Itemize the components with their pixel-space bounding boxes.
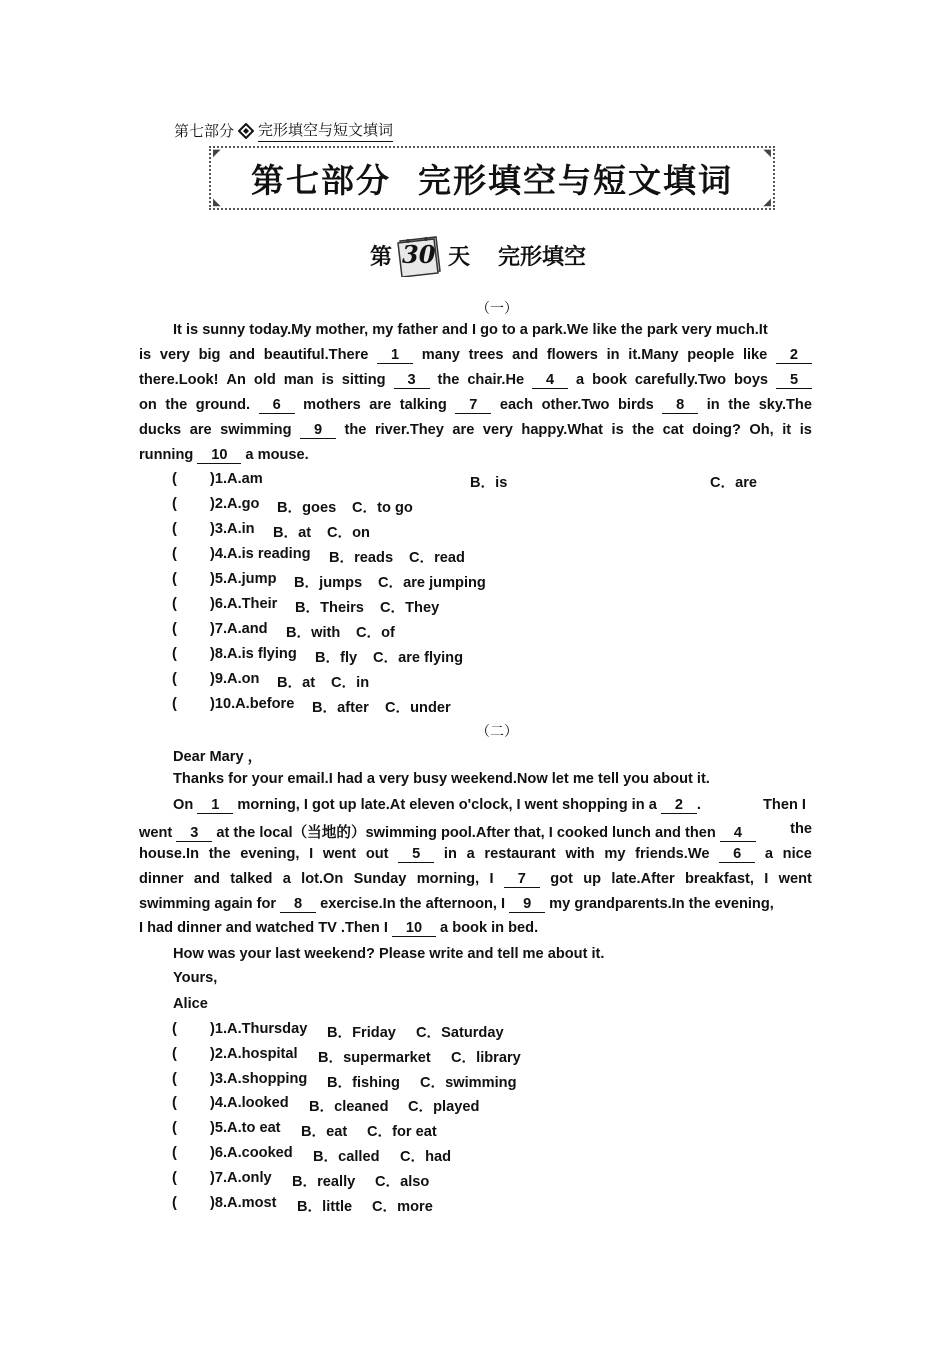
word: nice [782, 846, 812, 862]
word: it [782, 422, 792, 438]
word: talking [399, 397, 447, 413]
word [377, 347, 413, 364]
word: the [728, 397, 751, 413]
letter-greeting: Dear Mary ， [173, 749, 263, 765]
question-option: C．are [710, 475, 758, 491]
question-option-a: )6.A.cooked [210, 1145, 293, 1161]
word: swimming [220, 422, 292, 438]
blank: 7 [455, 398, 491, 414]
question-option-a: )3.A.shopping [210, 1070, 308, 1087]
question-option: B．jumps [294, 575, 363, 591]
question-option-a: )5.A.jump [210, 571, 277, 587]
word: are [369, 397, 392, 413]
blank: 8 [662, 398, 698, 414]
blank: 6 [719, 847, 755, 863]
word: late.After [611, 871, 675, 887]
question-option: B．fishing [327, 1074, 400, 1091]
question-option-a: )2.A.go [210, 496, 260, 512]
word: in [706, 397, 720, 413]
section-label: （一） [476, 301, 518, 317]
word: happy.What [521, 422, 604, 438]
blank: 1 [377, 348, 413, 364]
word: chair.He [467, 372, 525, 388]
word: a [282, 871, 291, 887]
word: breakfast, [684, 871, 754, 887]
banner-title: 第七部分 完形填空与短文填词 [251, 160, 733, 200]
word: in [606, 347, 620, 363]
question-option: C．are jumping [378, 575, 486, 591]
word: is [321, 372, 334, 388]
question-option: B．really [292, 1173, 356, 1190]
word: it.Many [628, 347, 679, 363]
word: I [764, 871, 769, 887]
passage-line [139, 347, 812, 364]
question-option: C．in [331, 675, 370, 691]
word [455, 397, 491, 414]
question-option-a: )4.A.is reading [210, 546, 311, 562]
word: carefully.Two [634, 372, 727, 388]
word: river.They [374, 422, 444, 438]
word [259, 397, 295, 414]
word: a [466, 846, 475, 862]
blank: 4 [720, 826, 756, 842]
word: birds [618, 397, 654, 413]
word: a [764, 846, 773, 862]
word: out [365, 846, 389, 862]
question-option: B．reads [329, 550, 394, 566]
question-option: C．are flying [373, 650, 464, 666]
word [504, 871, 540, 888]
word: is [799, 422, 812, 438]
word: talked [230, 871, 273, 887]
word: dinner [139, 871, 184, 887]
calendar-icon [396, 233, 444, 277]
word: people [687, 347, 735, 363]
word: other.Two [541, 397, 610, 413]
title-banner [209, 146, 775, 210]
word: went [322, 846, 357, 862]
question-option: C．also [375, 1173, 430, 1190]
answer-bracket[interactable]: ( [172, 571, 177, 587]
answer-bracket[interactable]: ( [172, 471, 177, 487]
question-option: B．with [286, 625, 341, 641]
word: Then I [763, 797, 806, 813]
question-option: C．read [409, 550, 465, 566]
question-option: C．more [372, 1198, 433, 1215]
letter-yours: Yours, [173, 970, 218, 986]
answer-bracket[interactable]: ( [172, 496, 177, 512]
question-option: B．at [273, 525, 312, 541]
word: in [443, 846, 457, 862]
answer-bracket[interactable]: ( [172, 546, 177, 562]
word: and [193, 871, 220, 887]
blank: 5 [776, 373, 812, 389]
answer-bracket[interactable]: ( [172, 521, 177, 537]
passage-line [139, 422, 812, 439]
blank: 10 [392, 921, 436, 937]
question-option-a: )4.A.looked [210, 1095, 289, 1112]
blank: 9 [509, 897, 545, 913]
blank: 3 [394, 373, 430, 389]
corner-ornament-icon: ◢ [763, 197, 771, 208]
word: ducks [139, 422, 182, 438]
word: trees [468, 347, 504, 363]
passage-line: It is sunny today.My mother, my father and I go to a park.We like the park very much.It [173, 322, 768, 338]
question-option: B．fly [315, 650, 358, 666]
question-option: B．at [277, 675, 316, 691]
day-heading [370, 230, 586, 280]
answer-bracket[interactable]: ( [172, 696, 177, 712]
question-option: C．under [385, 700, 451, 716]
word: like [742, 347, 768, 363]
blank: 2 [661, 798, 697, 814]
answer-bracket[interactable]: ( [172, 1120, 177, 1137]
word: are [452, 422, 475, 438]
question-option-a: )2.A.hospital [210, 1045, 298, 1062]
question-option: B．eat [301, 1124, 348, 1141]
blank: 3 [176, 826, 212, 842]
question-option: B．Friday [327, 1025, 396, 1041]
blank: 8 [280, 897, 316, 913]
answer-bracket[interactable]: ( [172, 1145, 177, 1161]
word: book [592, 372, 627, 388]
passage-line [173, 797, 806, 814]
question-option: C．for eat [367, 1124, 437, 1141]
blank: 5 [398, 847, 434, 863]
letter-signature: Alice [173, 996, 208, 1012]
word: up [583, 871, 602, 887]
word [776, 372, 812, 389]
question-option: B．Theirs [295, 600, 364, 616]
answer-bracket[interactable]: ( [172, 621, 177, 637]
word: flowers [546, 347, 598, 363]
answer-bracket[interactable]: ( [172, 671, 177, 687]
question-option-a: )9.A.on [210, 671, 260, 687]
word: cat [662, 422, 684, 438]
blank: 6 [259, 398, 295, 414]
word: went [778, 871, 812, 887]
section-label: （二） [476, 724, 518, 740]
question-option: B．goes [277, 500, 337, 516]
word: very [159, 347, 190, 363]
word: the [437, 372, 460, 388]
question-option-a: )7.A.and [210, 621, 268, 637]
answer-bracket[interactable]: ( [172, 1194, 177, 1211]
question-option: C．on [327, 525, 370, 541]
word: and [512, 347, 539, 363]
word: the [790, 821, 812, 837]
question-option: C．to go [352, 500, 413, 516]
word: on [139, 397, 157, 413]
word: very [482, 422, 513, 438]
day-number: 30 [402, 240, 436, 269]
diamond-icon [238, 123, 254, 139]
passage-line [139, 372, 812, 389]
word [776, 347, 812, 364]
word: lot.On [301, 871, 344, 887]
word: friends.We [635, 846, 710, 862]
question-option: B．called [313, 1149, 380, 1165]
answer-bracket[interactable]: ( [172, 1095, 177, 1112]
passage-line [139, 871, 812, 888]
letter-closing: How was your last weekend? Please write and tell me about it. [173, 946, 605, 962]
question-option: C．of [356, 625, 395, 641]
word: my [604, 846, 626, 862]
answer-bracket[interactable]: ( [172, 646, 177, 662]
word: the [208, 846, 231, 862]
corner-ornament-icon: ◥ [763, 148, 771, 159]
word [532, 372, 568, 389]
passage-line [139, 821, 812, 842]
header-part: 第七部分 [174, 122, 235, 140]
passage-line: swimming again for 8 exercise.In the afternoon, I 9 my grandparents.In the evening, [139, 896, 774, 912]
answer-bracket[interactable]: ( [172, 1169, 177, 1186]
word: each [499, 397, 534, 413]
word: sitting [341, 372, 386, 388]
blank: 10 [197, 448, 241, 464]
word: ground. [195, 397, 251, 413]
word: man [283, 372, 314, 388]
word: sky.The [758, 397, 812, 413]
question-option: B．little [297, 1198, 353, 1215]
question-option-a: )8.A.is flying [210, 646, 297, 662]
question-option: C．Saturday [416, 1025, 504, 1041]
word: beautiful.There [263, 347, 369, 363]
word: doing? [692, 422, 741, 438]
word: On 1 morning, I got up late.At eleven o'clock, I went shopping in a 2 . [173, 797, 701, 813]
day-prefix: 第 [370, 244, 393, 270]
day-suffix: 天 [448, 244, 471, 270]
answer-bracket[interactable]: ( [172, 1021, 177, 1037]
word: and [229, 347, 256, 363]
passage-line [139, 846, 812, 863]
word [662, 397, 698, 414]
word: a [576, 372, 585, 388]
word [719, 846, 755, 863]
passage-line: I had dinner and watched TV .Then I 10 a book in bed. [139, 920, 539, 936]
word: evening, [240, 846, 300, 862]
blank: 2 [776, 348, 812, 364]
question-option: B．is [470, 475, 508, 491]
word: I [489, 871, 494, 887]
word: morning, [416, 871, 480, 887]
word [398, 846, 434, 863]
word: An [226, 372, 246, 388]
question-option: C．library [451, 1049, 521, 1066]
word: the [165, 397, 188, 413]
question-option: B．cleaned [309, 1099, 389, 1116]
question-option-a: )5.A.to eat [210, 1120, 281, 1137]
word: are [189, 422, 212, 438]
question-option-a: )8.A.most [210, 1194, 277, 1211]
word: many [421, 347, 460, 363]
word: is [139, 347, 152, 363]
word [394, 372, 430, 389]
question-option-a: )1.A.Thursday [210, 1021, 308, 1037]
answer-bracket[interactable]: ( [172, 1070, 177, 1087]
word: is [611, 422, 624, 438]
question-option: C．swimming [420, 1074, 517, 1091]
passage-line [139, 397, 812, 414]
question-option-a: )10.A.before [210, 696, 295, 712]
question-option: B．supermarket [318, 1049, 431, 1066]
word: went 3 at the local（当地的）swimming pool.After that, I cooked lunch and then 4 [139, 821, 756, 842]
day-topic: 完形填空 [498, 244, 587, 270]
word: restaurant [484, 846, 556, 862]
answer-bracket[interactable]: ( [172, 596, 177, 612]
corner-ornament-icon: ◤ [213, 148, 221, 159]
word: boys [733, 372, 769, 388]
blank: 7 [504, 872, 540, 888]
word: I [309, 846, 314, 862]
word: the [344, 422, 367, 438]
passage-line: running 10 a mouse. [139, 447, 309, 463]
letter-intro: Thanks for your email.I had a very busy weekend.Now let me tell you about it. [173, 771, 710, 787]
answer-bracket[interactable]: ( [172, 1045, 177, 1062]
word: got [550, 871, 573, 887]
word: Sunday [353, 871, 407, 887]
word: Oh, [749, 422, 774, 438]
word [300, 422, 336, 439]
question-option-a: )3.A.in [210, 521, 255, 537]
question-option-a: )7.A.only [210, 1169, 272, 1186]
corner-ornament-icon: ◣ [213, 197, 221, 208]
blank: 1 [197, 798, 233, 814]
word: big [198, 347, 221, 363]
question-option: B．after [312, 700, 369, 716]
header-subtitle: 完形填空与短文填词 [258, 119, 393, 142]
running-header [174, 119, 393, 142]
question-option: C．had [400, 1149, 452, 1165]
word: mothers [303, 397, 361, 413]
blank: 9 [300, 423, 336, 439]
question-option-a: )6.A.Their [210, 596, 278, 612]
word: with [565, 846, 595, 862]
question-option: C．They [380, 600, 440, 616]
word: old [253, 372, 276, 388]
question-option: C．played [408, 1099, 480, 1116]
word: the [632, 422, 655, 438]
question-option-a: )1.A.am [210, 471, 263, 487]
word: house.In [139, 846, 199, 862]
blank: 4 [532, 373, 568, 389]
word: there.Look! [139, 372, 219, 388]
